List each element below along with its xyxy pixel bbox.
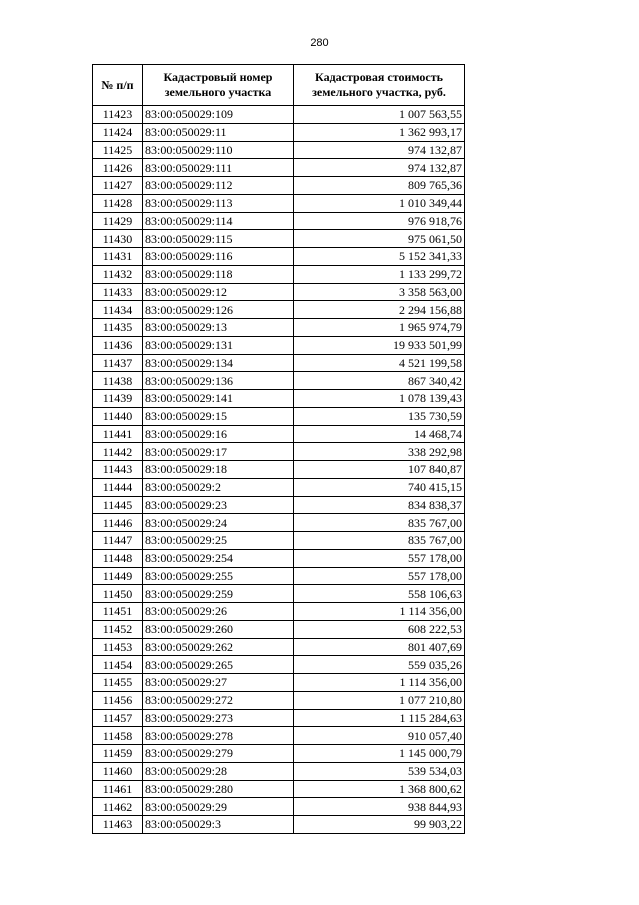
cadastral-value-cell: 740 415,15 — [294, 478, 465, 496]
cadastral-value-cell: 938 844,93 — [294, 798, 465, 816]
cadastral-value-cell: 135 730,59 — [294, 407, 465, 425]
header-cadastral-number: Кадастровый номер земельного участка — [143, 65, 294, 106]
row-number-cell: 11437 — [93, 354, 143, 372]
table-row — [93, 585, 465, 603]
cadastral-value-cell: 558 106,63 — [294, 585, 465, 603]
row-number-cell: 11439 — [93, 390, 143, 408]
table-row — [93, 709, 465, 727]
cadastral-number-cell: 83:00:050029:134 — [143, 354, 294, 372]
cadastral-value-cell: 5 152 341,33 — [294, 248, 465, 266]
cadastral-value-cell: 19 933 501,99 — [294, 336, 465, 354]
cadastral-number-cell: 83:00:050029:136 — [143, 372, 294, 390]
cadastral-number-cell: 83:00:050029:3 — [143, 816, 294, 834]
cadastral-number-cell: 83:00:050029:24 — [143, 514, 294, 532]
cadastral-number-cell: 83:00:050029:12 — [143, 283, 294, 301]
row-number-cell: 11447 — [93, 532, 143, 550]
row-number-cell: 11434 — [93, 301, 143, 319]
table-row — [93, 425, 465, 443]
table-row — [93, 780, 465, 798]
row-number-cell: 11426 — [93, 159, 143, 177]
row-number-cell: 11423 — [93, 106, 143, 124]
cadastral-value-cell: 338 292,98 — [294, 443, 465, 461]
cadastral-value-cell: 867 340,42 — [294, 372, 465, 390]
cadastral-number-cell: 83:00:050029:131 — [143, 336, 294, 354]
row-number-cell: 11448 — [93, 549, 143, 567]
table-row — [93, 443, 465, 461]
cadastral-number-cell: 83:00:050029:110 — [143, 141, 294, 159]
cadastral-number-cell: 83:00:050029:109 — [143, 106, 294, 124]
row-number-cell: 11454 — [93, 656, 143, 674]
row-number-cell: 11435 — [93, 319, 143, 337]
cadastral-value-table — [92, 64, 465, 834]
cadastral-number-cell: 83:00:050029:15 — [143, 407, 294, 425]
table-row — [93, 496, 465, 514]
table-row — [93, 407, 465, 425]
table-row — [93, 106, 465, 124]
row-number-cell: 11456 — [93, 691, 143, 709]
cadastral-value-cell: 3 358 563,00 — [294, 283, 465, 301]
cadastral-value-cell: 835 767,00 — [294, 532, 465, 550]
cadastral-number-cell: 83:00:050029:118 — [143, 265, 294, 283]
row-number-cell: 11449 — [93, 567, 143, 585]
row-number-cell: 11432 — [93, 265, 143, 283]
cadastral-number-cell: 83:00:050029:126 — [143, 301, 294, 319]
cadastral-value-cell: 834 838,37 — [294, 496, 465, 514]
row-number-cell: 11430 — [93, 230, 143, 248]
table-row — [93, 141, 465, 159]
cadastral-value-cell: 809 765,36 — [294, 177, 465, 195]
cadastral-number-cell: 83:00:050029:115 — [143, 230, 294, 248]
cadastral-value-cell: 1 010 349,44 — [294, 194, 465, 212]
cadastral-value-cell: 1 145 000,79 — [294, 745, 465, 763]
cadastral-number-cell: 83:00:050029:254 — [143, 549, 294, 567]
table-row — [93, 319, 465, 337]
cadastral-value-cell: 801 407,69 — [294, 638, 465, 656]
cadastral-value-cell: 107 840,87 — [294, 461, 465, 479]
table-row — [93, 691, 465, 709]
row-number-cell: 11428 — [93, 194, 143, 212]
cadastral-value-cell: 14 468,74 — [294, 425, 465, 443]
cadastral-number-cell: 83:00:050029:111 — [143, 159, 294, 177]
cadastral-value-cell: 1 368 800,62 — [294, 780, 465, 798]
row-number-cell: 11463 — [93, 816, 143, 834]
cadastral-number-cell: 83:00:050029:280 — [143, 780, 294, 798]
table-row — [93, 727, 465, 745]
table-row — [93, 478, 465, 496]
cadastral-number-cell: 83:00:050029:2 — [143, 478, 294, 496]
page-number: 280 — [310, 37, 329, 49]
row-number-cell: 11446 — [93, 514, 143, 532]
cadastral-number-cell: 83:00:050029:141 — [143, 390, 294, 408]
table-row — [93, 212, 465, 230]
cadastral-number-cell: 83:00:050029:262 — [143, 638, 294, 656]
row-number-cell: 11427 — [93, 177, 143, 195]
row-number-cell: 11429 — [93, 212, 143, 230]
cadastral-value-cell: 1 114 356,00 — [294, 603, 465, 621]
row-number-cell: 11431 — [93, 248, 143, 266]
row-number-cell: 11450 — [93, 585, 143, 603]
cadastral-number-cell: 83:00:050029:116 — [143, 248, 294, 266]
row-number-cell: 11461 — [93, 780, 143, 798]
cadastral-value-cell: 975 061,50 — [294, 230, 465, 248]
table-row — [93, 620, 465, 638]
table-row — [93, 549, 465, 567]
table-body — [93, 106, 465, 834]
cadastral-number-cell: 83:00:050029:27 — [143, 674, 294, 692]
row-number-cell: 11452 — [93, 620, 143, 638]
row-number-cell: 11436 — [93, 336, 143, 354]
cadastral-number-cell: 83:00:050029:259 — [143, 585, 294, 603]
cadastral-number-cell: 83:00:050029:28 — [143, 762, 294, 780]
cadastral-number-cell: 83:00:050029:112 — [143, 177, 294, 195]
row-number-cell: 11424 — [93, 123, 143, 141]
table-row — [93, 638, 465, 656]
cadastral-number-cell: 83:00:050029:255 — [143, 567, 294, 585]
cadastral-value-cell: 1 114 356,00 — [294, 674, 465, 692]
cadastral-value-cell: 976 918,76 — [294, 212, 465, 230]
header-row-number: № п/п — [93, 65, 143, 106]
table-row — [93, 532, 465, 550]
header-cadastral-value: Кадастровая стоимость земельного участка, руб. — [294, 65, 465, 106]
row-number-cell: 11444 — [93, 478, 143, 496]
cadastral-value-cell: 1 965 974,79 — [294, 319, 465, 337]
table-row — [93, 762, 465, 780]
cadastral-number-cell: 83:00:050029:13 — [143, 319, 294, 337]
cadastral-number-cell: 83:00:050029:26 — [143, 603, 294, 621]
table-row — [93, 177, 465, 195]
cadastral-value-cell: 1 007 563,55 — [294, 106, 465, 124]
row-number-cell: 11443 — [93, 461, 143, 479]
cadastral-number-cell: 83:00:050029:18 — [143, 461, 294, 479]
table-row — [93, 372, 465, 390]
row-number-cell: 11433 — [93, 283, 143, 301]
cadastral-value-cell: 974 132,87 — [294, 141, 465, 159]
table-row — [93, 745, 465, 763]
table-row — [93, 390, 465, 408]
cadastral-value-cell: 1 133 299,72 — [294, 265, 465, 283]
cadastral-value-cell: 559 035,26 — [294, 656, 465, 674]
table-row — [93, 159, 465, 177]
cadastral-number-cell: 83:00:050029:25 — [143, 532, 294, 550]
table-row — [93, 248, 465, 266]
row-number-cell: 11453 — [93, 638, 143, 656]
cadastral-number-cell: 83:00:050029:272 — [143, 691, 294, 709]
cadastral-number-cell: 83:00:050029:23 — [143, 496, 294, 514]
row-number-cell: 11460 — [93, 762, 143, 780]
table-row — [93, 354, 465, 372]
table-row — [93, 336, 465, 354]
table-row — [93, 194, 465, 212]
table-row — [93, 461, 465, 479]
table-row — [93, 123, 465, 141]
cadastral-value-cell: 539 534,03 — [294, 762, 465, 780]
cadastral-number-cell: 83:00:050029:265 — [143, 656, 294, 674]
cadastral-value-cell: 557 178,00 — [294, 567, 465, 585]
cadastral-number-cell: 83:00:050029:17 — [143, 443, 294, 461]
cadastral-number-cell: 83:00:050029:260 — [143, 620, 294, 638]
table-row — [93, 674, 465, 692]
row-number-cell: 11425 — [93, 141, 143, 159]
cadastral-value-cell: 1 078 139,43 — [294, 390, 465, 408]
cadastral-value-cell: 974 132,87 — [294, 159, 465, 177]
cadastral-value-cell: 557 178,00 — [294, 549, 465, 567]
cadastral-number-cell: 83:00:050029:273 — [143, 709, 294, 727]
table-row — [93, 603, 465, 621]
cadastral-number-cell: 83:00:050029:114 — [143, 212, 294, 230]
row-number-cell: 11442 — [93, 443, 143, 461]
cadastral-value-cell: 99 903,22 — [294, 816, 465, 834]
table-row — [93, 265, 465, 283]
row-number-cell: 11441 — [93, 425, 143, 443]
cadastral-value-cell: 608 222,53 — [294, 620, 465, 638]
row-number-cell: 11438 — [93, 372, 143, 390]
row-number-cell: 11440 — [93, 407, 143, 425]
cadastral-value-cell: 1 115 284,63 — [294, 709, 465, 727]
table-row — [93, 283, 465, 301]
table-row — [93, 301, 465, 319]
table-header-row — [93, 65, 465, 106]
table-row — [93, 656, 465, 674]
cadastral-number-cell: 83:00:050029:11 — [143, 123, 294, 141]
cadastral-value-cell: 4 521 199,58 — [294, 354, 465, 372]
table-row — [93, 567, 465, 585]
cadastral-number-cell: 83:00:050029:16 — [143, 425, 294, 443]
cadastral-number-cell: 83:00:050029:113 — [143, 194, 294, 212]
table-row — [93, 798, 465, 816]
row-number-cell: 11445 — [93, 496, 143, 514]
row-number-cell: 11459 — [93, 745, 143, 763]
cadastral-number-cell: 83:00:050029:278 — [143, 727, 294, 745]
table-row — [93, 816, 465, 834]
cadastral-number-cell: 83:00:050029:279 — [143, 745, 294, 763]
cadastral-value-cell: 1 362 993,17 — [294, 123, 465, 141]
row-number-cell: 11455 — [93, 674, 143, 692]
cadastral-value-cell: 910 057,40 — [294, 727, 465, 745]
cadastral-value-cell: 1 077 210,80 — [294, 691, 465, 709]
cadastral-number-cell: 83:00:050029:29 — [143, 798, 294, 816]
cadastral-value-cell: 2 294 156,88 — [294, 301, 465, 319]
cadastral-value-cell: 835 767,00 — [294, 514, 465, 532]
table-row — [93, 230, 465, 248]
row-number-cell: 11457 — [93, 709, 143, 727]
table-row — [93, 514, 465, 532]
row-number-cell: 11462 — [93, 798, 143, 816]
row-number-cell: 11451 — [93, 603, 143, 621]
row-number-cell: 11458 — [93, 727, 143, 745]
